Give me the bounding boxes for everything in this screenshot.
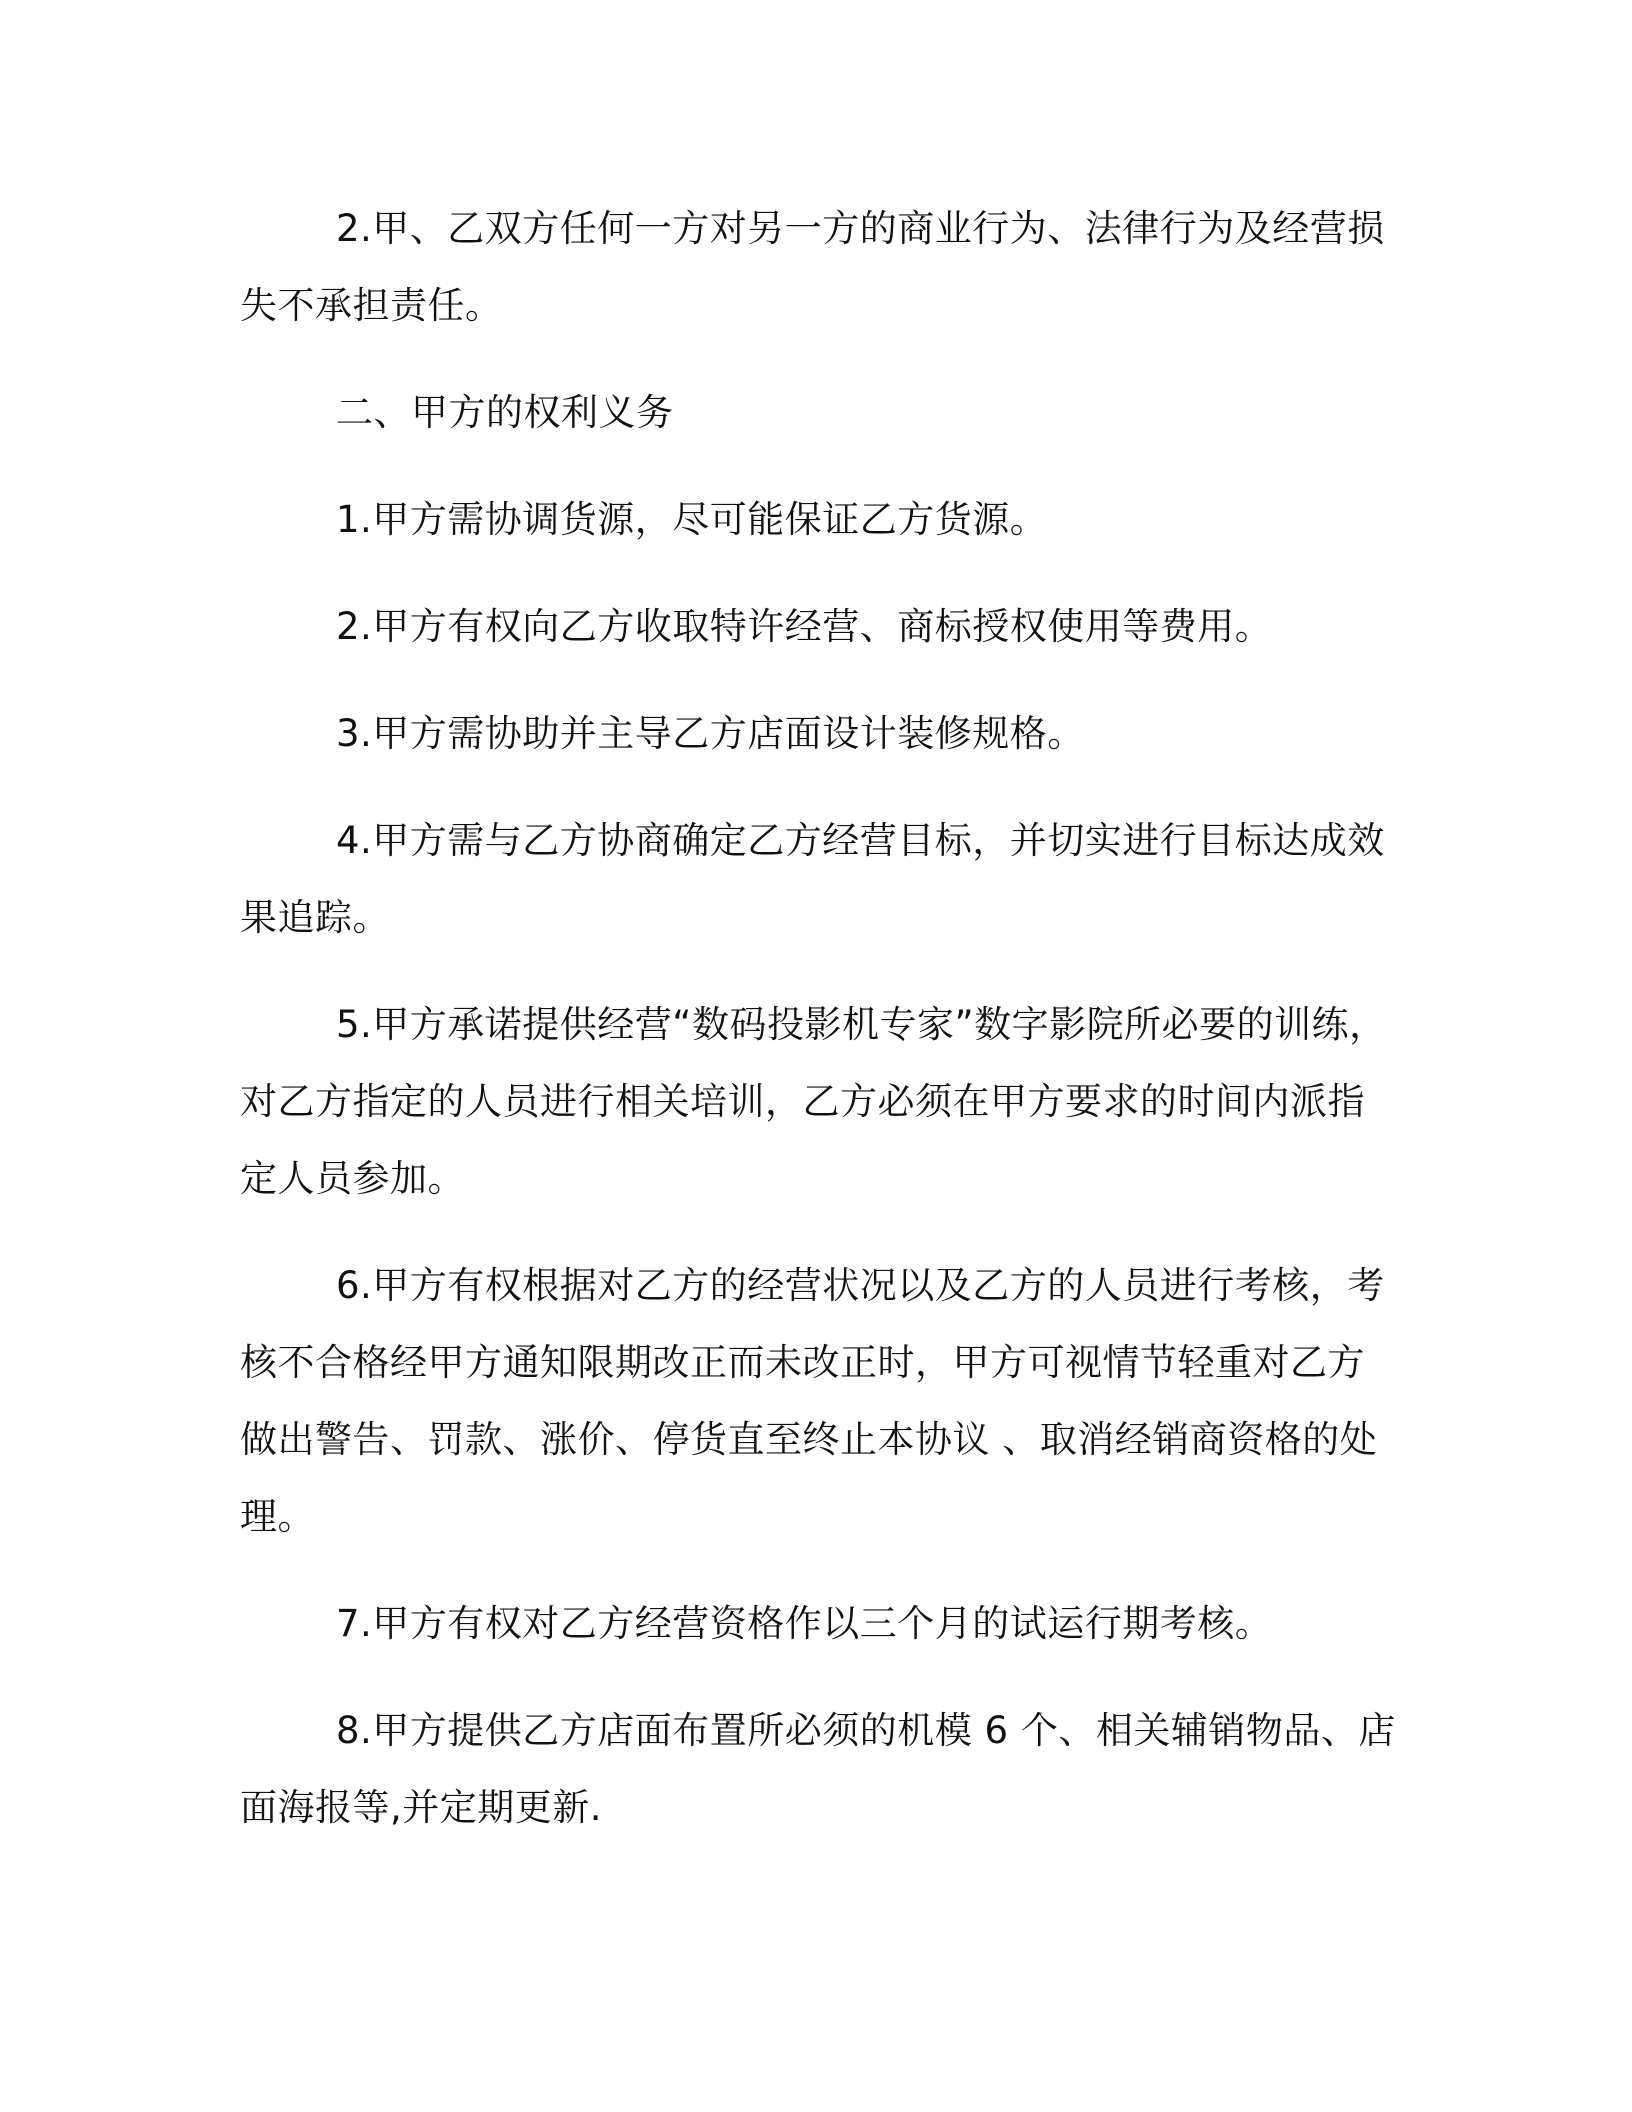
- text-line: 5.甲方承诺提供经营“数码投影机专家”数字影院所必要的训练，: [336, 1003, 1387, 1046]
- text-line: 1.甲方需协调货源，尽可能保证乙方货源。: [336, 498, 1048, 541]
- document-body: [240, 190, 1400, 1876]
- text-line: 4.甲方需与乙方协商确定乙方经营目标，并切实进行目标达成效: [336, 819, 1385, 862]
- text-line: 做出警告、罚款、涨价、停货直至终止本协议 、取消经销商资格的处: [240, 1418, 1378, 1461]
- clause-4: [240, 802, 1400, 956]
- text-line: 7.甲方有权对乙方经营资格作以三个月的试运行期考核。: [336, 1602, 1273, 1645]
- text-line: 3.甲方需协助并主导乙方店面设计装修规格。: [336, 712, 1085, 755]
- clause-3: [240, 695, 1400, 772]
- text-line: 2.甲方有权向乙方收取特许经营、商标授权使用等费用。: [336, 605, 1273, 648]
- clause-1: [240, 481, 1400, 558]
- clause-6: [240, 1247, 1400, 1555]
- text-line: 失不承担责任。: [240, 284, 503, 327]
- clause-5: [240, 986, 1400, 1217]
- text-line: 对乙方指定的人员进行相关培训，乙方必须在甲方要求的时间内派指: [240, 1080, 1365, 1123]
- clause-7: [240, 1585, 1400, 1662]
- clause-prev-2: [240, 190, 1400, 344]
- text-line: 果追踪。: [240, 896, 390, 939]
- text-line: 8.甲方提供乙方店面布置所必须的机模 6 个、相关辅销物品、店: [336, 1709, 1396, 1752]
- text-line: 6.甲方有权根据对乙方的经营状况以及乙方的人员进行考核，考: [336, 1264, 1385, 1307]
- heading-text: 二、甲方的权利义务: [336, 391, 674, 434]
- text-line: 理。: [240, 1495, 315, 1538]
- section-heading: [240, 374, 1400, 451]
- text-line: 核不合格经甲方通知限期改正而未改正时，甲方可视情节轻重对乙方: [240, 1341, 1365, 1384]
- text-line: 2.甲、乙双方任何一方对另一方的商业行为、法律行为及经营损: [336, 207, 1385, 250]
- text-line: 面海报等,并定期更新.: [240, 1786, 603, 1829]
- clause-2: [240, 588, 1400, 665]
- text-line: 定人员参加。: [240, 1157, 465, 1200]
- clause-8: [240, 1692, 1400, 1846]
